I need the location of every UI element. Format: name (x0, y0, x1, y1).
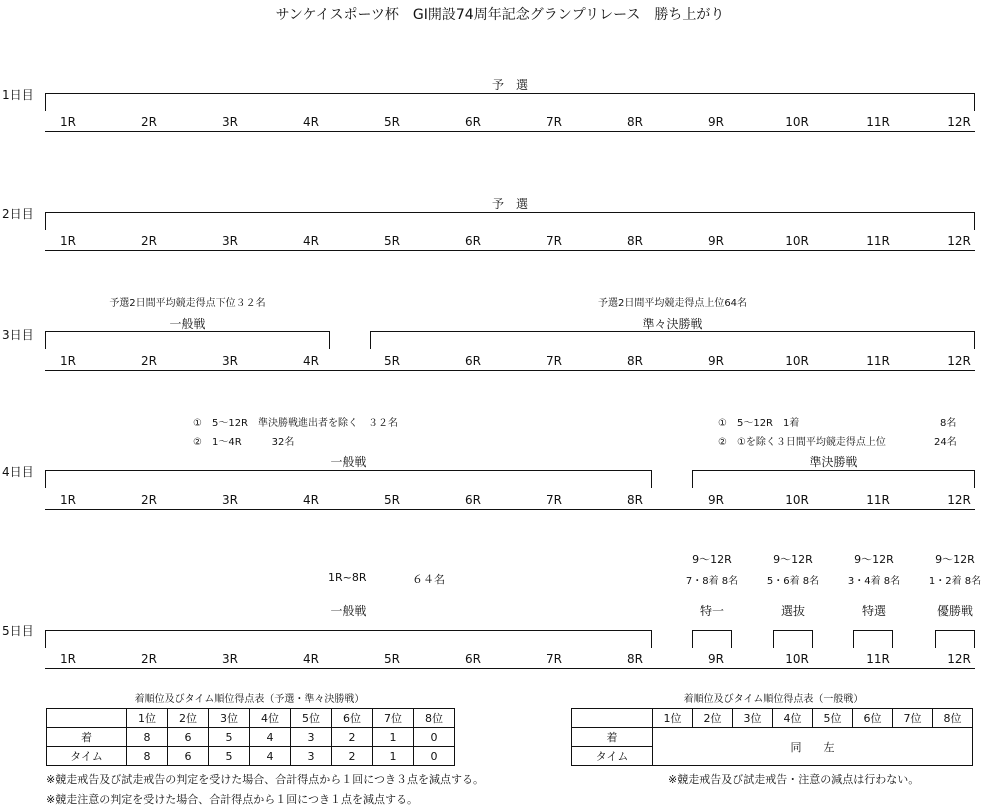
day4-right-note-1-count: 8名 (940, 418, 957, 429)
footnote-left-1: ※競走戒告及び試走戒告の判定を受けた場合、合計得点から１回につき３点を減点する。 (46, 773, 484, 786)
right-header-cell: 7位 (893, 709, 933, 728)
day3-baseline (45, 370, 975, 371)
left-cell: 1 (373, 747, 414, 766)
left-cell: 3 (291, 728, 332, 747)
left-cell: 6 (168, 728, 209, 747)
right-header-cell: 8位 (933, 709, 973, 728)
race-label-day2-4: 4R (303, 234, 319, 248)
race-label-day3-3: 3R (222, 354, 238, 368)
final-3-races: 9～12R (854, 553, 894, 566)
race-label-day1-2: 2R (141, 115, 157, 129)
day5-left-races: 1R~8R (328, 571, 367, 584)
race-label-day3-1: 1R (60, 354, 76, 368)
race-label-day3-11: 11R (866, 354, 890, 368)
race-label-day3-7: 7R (546, 354, 562, 368)
day3-right-bracket-label: 準々決勝戦 (642, 317, 703, 331)
race-label-day1-8: 8R (627, 115, 643, 129)
race-label-day1-1: 1R (60, 115, 76, 129)
left-cell: 4 (250, 728, 291, 747)
page-title: サンケイスポーツ杯 GⅠ開設74周年記念グランプリレース 勝ち上がり (275, 7, 725, 23)
day5-left-bracket (45, 630, 652, 648)
left-cell: 8 (127, 747, 168, 766)
race-label-day2-2: 2R (141, 234, 157, 248)
left-cell: 2 (332, 728, 373, 747)
left-table-row-time (47, 747, 455, 766)
day4-right-note-2: ② ①を除く３日間平均競走得点上位 (718, 437, 886, 448)
day4-left-bracket-label: 一般戦 (330, 455, 367, 469)
left-cell: 2 (332, 747, 373, 766)
race-label-day4-6: 6R (465, 493, 481, 507)
final-1-bracket (692, 630, 732, 648)
race-label-day2-10: 10R (785, 234, 809, 248)
right-row-label: タイム (572, 747, 653, 766)
left-header-cell: 2位 (168, 709, 209, 728)
final-1-races: 9～12R (692, 553, 732, 566)
race-label-day3-4: 4R (303, 354, 319, 368)
day4-right-note-1: ① 5～12R 1着 (718, 418, 800, 429)
day4-baseline (45, 509, 975, 510)
race-label-day5-7: 7R (546, 652, 562, 666)
left-cell: 0 (414, 747, 455, 766)
day1-bracket-label: 予 選 (491, 78, 528, 92)
right-header-cell: 1位 (653, 709, 693, 728)
race-label-day5-1: 1R (60, 652, 76, 666)
race-label-day5-4: 4R (303, 652, 319, 666)
race-label-day5-3: 3R (222, 652, 238, 666)
day-label-1: 1日目 (2, 88, 34, 102)
left-cell: 5 (209, 747, 250, 766)
right-merged-cell: 同 左 (653, 728, 973, 766)
final-4-bracket (935, 630, 975, 648)
race-label-day1-4: 4R (303, 115, 319, 129)
left-header-cell: 4位 (250, 709, 291, 728)
final-4-entry: 1・2着 8名 (928, 576, 982, 587)
right-points-table (571, 708, 973, 766)
right-header-cell: 4位 (773, 709, 813, 728)
race-label-day2-11: 11R (866, 234, 890, 248)
left-cell: 4 (250, 747, 291, 766)
race-label-day2-12: 12R (947, 234, 971, 248)
day2-baseline (45, 250, 975, 251)
race-label-day1-6: 6R (465, 115, 481, 129)
day3-right-note: 予選2日間平均競走得点上位64名 (597, 298, 748, 309)
left-cell: 8 (127, 728, 168, 747)
race-label-day2-8: 8R (627, 234, 643, 248)
left-header-cell: 8位 (414, 709, 455, 728)
race-label-day4-3: 3R (222, 493, 238, 507)
day4-right-bracket (692, 470, 975, 488)
race-label-day1-7: 7R (546, 115, 562, 129)
race-label-day1-12: 12R (947, 115, 971, 129)
day3-left-note: 予選2日間平均競走得点下位３２名 (109, 298, 266, 309)
final-1-entry: 7・8着 8名 (685, 576, 739, 587)
left-row-label: タイム (47, 747, 127, 766)
footnote-right-1: ※競走戒告及び試走戒告・注意の減点は行わない。 (668, 773, 920, 786)
left-cell: 1 (373, 728, 414, 747)
right-table-caption: 着順位及びタイム順位得点表（一般戦） (683, 694, 864, 705)
race-label-day1-10: 10R (785, 115, 809, 129)
race-label-day5-12: 12R (947, 652, 971, 666)
final-2-bracket (773, 630, 813, 648)
left-cell: 3 (291, 747, 332, 766)
race-label-day3-8: 8R (627, 354, 643, 368)
day2-bracket-label: 予 選 (491, 197, 528, 211)
right-table-header-row (572, 709, 973, 728)
left-header-cell: 1位 (127, 709, 168, 728)
left-header-cell: 5位 (291, 709, 332, 728)
race-label-day3-2: 2R (141, 354, 157, 368)
race-label-day5-2: 2R (141, 652, 157, 666)
race-label-day2-5: 5R (384, 234, 400, 248)
race-label-day4-2: 2R (141, 493, 157, 507)
race-label-day4-5: 5R (384, 493, 400, 507)
left-header-cell: 7位 (373, 709, 414, 728)
day5-baseline (45, 668, 975, 669)
day4-right-bracket-label: 準決勝戦 (809, 455, 858, 469)
final-1-name: 特一 (699, 604, 724, 618)
race-label-day3-9: 9R (708, 354, 724, 368)
race-label-day2-1: 1R (60, 234, 76, 248)
left-header-cell: 3位 (209, 709, 250, 728)
day-label-4: 4日目 (2, 465, 34, 479)
race-label-day4-1: 1R (60, 493, 76, 507)
day5-left-count: ６４名 (412, 573, 445, 586)
race-label-day5-6: 6R (465, 652, 481, 666)
right-header-cell: 2位 (693, 709, 733, 728)
race-label-day5-10: 10R (785, 652, 809, 666)
right-table-corner (572, 709, 653, 728)
day1-baseline (45, 131, 975, 132)
race-label-day2-6: 6R (465, 234, 481, 248)
left-header-cell: 6位 (332, 709, 373, 728)
left-row-label: 着 (47, 728, 127, 747)
right-table-row-chaku (572, 728, 973, 747)
race-label-day4-7: 7R (546, 493, 562, 507)
race-label-day3-12: 12R (947, 354, 971, 368)
race-label-day2-3: 3R (222, 234, 238, 248)
left-table-corner (47, 709, 127, 728)
race-label-day5-9: 9R (708, 652, 724, 666)
race-label-day5-8: 8R (627, 652, 643, 666)
day3-left-bracket-label: 一般戦 (169, 317, 206, 331)
final-2-name: 選抜 (780, 604, 805, 618)
race-label-day1-11: 11R (866, 115, 890, 129)
final-4-races: 9～12R (935, 553, 975, 566)
day3-right-bracket (370, 331, 975, 349)
final-3-entry: 3・4着 8名 (847, 576, 901, 587)
day5-left-bracket-label: 一般戦 (330, 604, 367, 618)
left-cell: 6 (168, 747, 209, 766)
day3-left-bracket (45, 331, 330, 349)
race-label-day3-5: 5R (384, 354, 400, 368)
left-table-row-chaku (47, 728, 455, 747)
final-3-bracket (853, 630, 893, 648)
day-label-3: 3日目 (2, 328, 34, 342)
right-row-label: 着 (572, 728, 653, 747)
race-label-day2-7: 7R (546, 234, 562, 248)
race-label-day4-4: 4R (303, 493, 319, 507)
day-label-5: 5日目 (2, 624, 34, 638)
final-3-name: 特選 (861, 604, 886, 618)
final-4-name: 優勝戦 (936, 604, 973, 618)
race-label-day4-11: 11R (866, 493, 890, 507)
left-cell: 0 (414, 728, 455, 747)
right-header-cell: 5位 (813, 709, 853, 728)
race-label-day5-5: 5R (384, 652, 400, 666)
day4-left-note-2: ② 1～4R 32名 (193, 437, 295, 448)
left-table-caption: 着順位及びタイム順位得点表（予選・準々決勝戦） (134, 694, 365, 705)
day4-left-bracket (45, 470, 652, 488)
left-cell: 5 (209, 728, 250, 747)
right-header-cell: 6位 (853, 709, 893, 728)
race-label-day3-6: 6R (465, 354, 481, 368)
race-label-day4-10: 10R (785, 493, 809, 507)
final-2-races: 9～12R (773, 553, 813, 566)
race-label-day4-9: 9R (708, 493, 724, 507)
race-label-day1-9: 9R (708, 115, 724, 129)
footnote-left-2: ※競走注意の判定を受けた場合、合計得点から１回につき１点を減点する。 (46, 793, 418, 806)
race-label-day1-5: 5R (384, 115, 400, 129)
left-table-header-row (47, 709, 455, 728)
race-label-day3-10: 10R (785, 354, 809, 368)
race-label-day4-12: 12R (947, 493, 971, 507)
race-label-day2-9: 9R (708, 234, 724, 248)
race-label-day1-3: 3R (222, 115, 238, 129)
final-2-entry: 5・6着 8名 (766, 576, 820, 587)
day4-right-note-2-count: 24名 (934, 437, 957, 448)
race-label-day4-8: 8R (627, 493, 643, 507)
day2-bracket (45, 212, 975, 230)
day1-bracket (45, 93, 975, 111)
left-points-table (46, 708, 455, 766)
race-label-day5-11: 11R (866, 652, 890, 666)
day-label-2: 2日目 (2, 207, 34, 221)
day4-left-note-1: ① 5～12R 準決勝戦進出者を除く ３２名 (193, 418, 398, 429)
right-header-cell: 3位 (733, 709, 773, 728)
